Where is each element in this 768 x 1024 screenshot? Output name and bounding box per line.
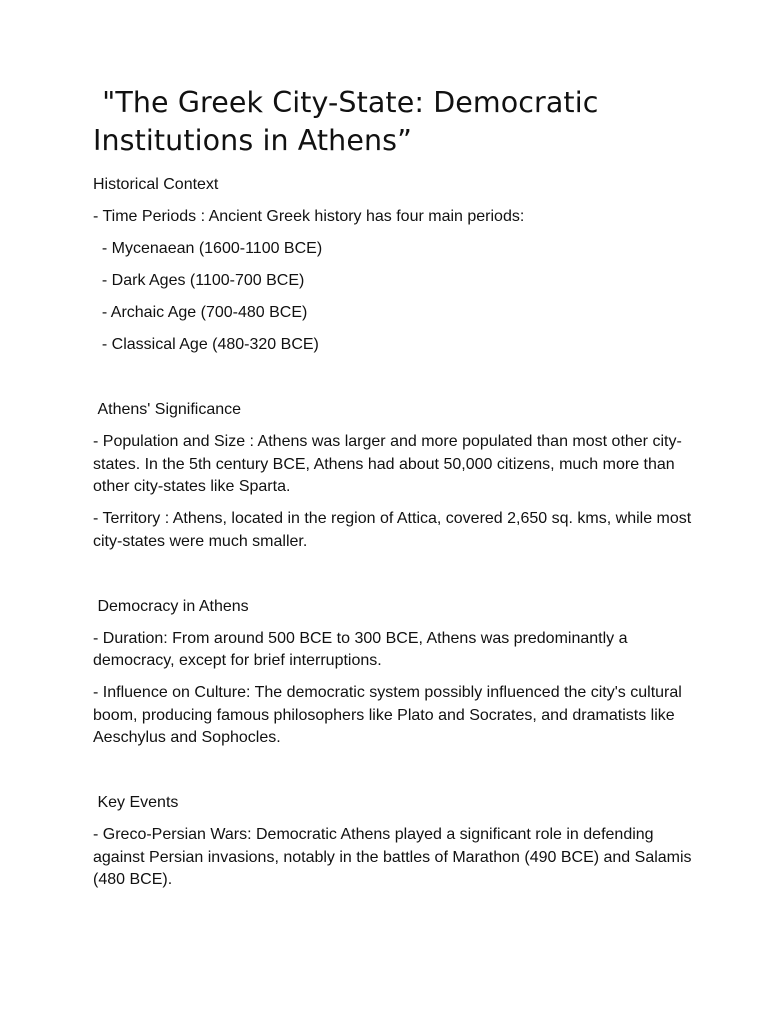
section-spacer xyxy=(93,563,693,596)
section-heading: Key Events xyxy=(93,794,179,811)
document-page xyxy=(93,84,697,901)
paragraph: - Population and Size : Athens was larger and more populated than most other city-states. In the 5th century BCE, Athens had about 50,000 citizens, much more than other city-states like Sparta. xyxy=(93,433,682,495)
list-item: - Dark Ages (1100-700 BCE) xyxy=(93,272,305,289)
paragraph: - Territory : Athens, located in the region of Attica, covered 2,650 sq. kms, while most city-states were much smaller. xyxy=(93,510,696,550)
document-title: "The Greek City-State: Democratic Institutions in Athens” xyxy=(93,86,608,157)
section-key-events xyxy=(93,792,697,892)
paragraph: - Time Periods : Ancient Greek history has four main periods: xyxy=(93,208,525,225)
section-athens-significance xyxy=(93,399,696,553)
paragraph: - Greco-Persian Wars: Democratic Athens played a significant role in defending against Persian invasions, notably in the battles of Marathon (490 BCE) and Salamis (480 BCE). xyxy=(93,826,697,888)
section-spacer xyxy=(93,759,693,792)
section-heading: Athens' Significance xyxy=(93,401,242,418)
paragraph: - Influence on Culture: The democratic system possibly influenced the city's cultural boom, producing famous philosophers like Plato and Socrates, and dramatists like Aeschylus and Sophocles. xyxy=(93,684,687,746)
list-item: - Archaic Age (700-480 BCE) xyxy=(93,304,308,321)
section-democracy-in-athens xyxy=(93,596,693,750)
list-item: - Mycenaean (1600-1100 BCE) xyxy=(93,240,323,257)
section-historical-context xyxy=(93,174,693,357)
list-item: - Classical Age (480-320 BCE) xyxy=(93,336,319,353)
paragraph: - Duration: From around 500 BCE to 300 BCE, Athens was predominantly a democracy, except for brief interruptions. xyxy=(93,629,632,669)
section-heading: Historical Context xyxy=(93,176,219,193)
section-spacer xyxy=(93,366,693,399)
section-heading: Democracy in Athens xyxy=(93,597,249,615)
